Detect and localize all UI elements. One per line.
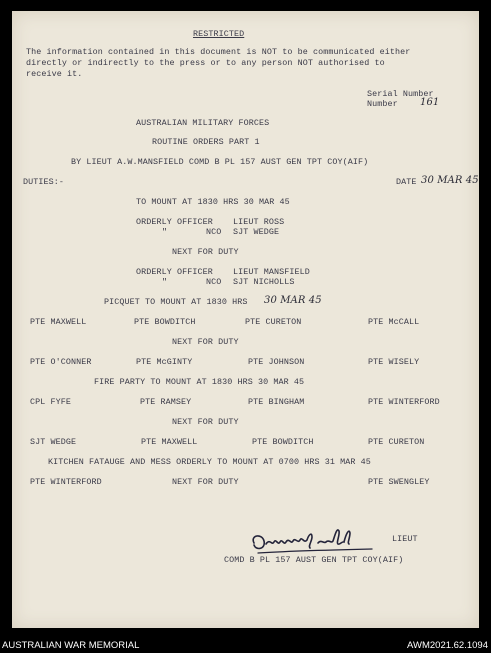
picquet-date: 30 MAR 45 [264, 295, 322, 306]
duty-name: PTE MAXWELL [141, 437, 198, 447]
duty-name: PTE WINTERFORD [30, 477, 102, 487]
duty-name: PTE BINGHAM [248, 397, 305, 407]
orderly-officer-name: LIEUT ROSS [233, 217, 285, 227]
org-title: AUSTRALIAN MILITARY FORCES [136, 118, 270, 128]
notice-line-1: The information contained in this document is NOT to be communicated either [26, 47, 411, 57]
mount-line: TO MOUNT AT 1830 HRS 30 MAR 45 [136, 197, 290, 207]
nco-label: NCO [206, 227, 222, 237]
duty-name: PTE CURETON [368, 437, 425, 447]
duty-name: PTE CURETON [245, 317, 302, 327]
duty-name: PTE O'CONNER [30, 357, 92, 367]
number-label: Number [367, 99, 398, 109]
ditto-mark: " [162, 277, 168, 287]
notice-line-2: directly or indirectly to the press or to any person NOT authorised to [26, 58, 385, 68]
duty-name: PTE BOWDITCH [134, 317, 196, 327]
date-label: DATE [396, 177, 417, 187]
restricted-heading: RESTRICTED [193, 29, 245, 39]
orderly-officer-label: ORDERLY OFFICER [136, 217, 213, 227]
duties-label: DUTIES:- [23, 177, 65, 187]
issued-by-line: BY LIEUT A.W.MANSFIELD COMD B PL 157 AUST GEN TPT COY(AIF) [71, 157, 369, 167]
next-for-duty-label: NEXT FOR DUTY [172, 337, 239, 347]
orderly-officer-label: ORDERLY OFFICER [136, 267, 213, 277]
orders-title: ROUTINE ORDERS PART 1 [152, 137, 260, 147]
duty-name: PTE McGINTY [136, 357, 193, 367]
footer-accession-number: AWM2021.62.1094 [407, 640, 488, 651]
date-value: 30 MAR 45 [421, 175, 479, 186]
nco-label: NCO [206, 277, 222, 287]
serial-number-label: Serial Number [367, 89, 434, 99]
duty-name: PTE RAMSEY [140, 397, 192, 407]
duty-name: PTE SWENGLEY [368, 477, 430, 487]
duty-name: CPL FYFE [30, 397, 72, 407]
duty-name: PTE WINTERFORD [368, 397, 440, 407]
number-value: 161 [420, 97, 440, 108]
duty-name: PTE WISELY [368, 357, 420, 367]
duty-name: PTE McCALL [368, 317, 420, 327]
next-for-duty-label: NEXT FOR DUTY [172, 477, 239, 487]
duty-name: PTE JOHNSON [248, 357, 305, 367]
footer-archive-name: AUSTRALIAN WAR MEMORIAL [2, 640, 140, 651]
kitchen-line: KITCHEN FATAUGE AND MESS ORDERLY TO MOUNT AT 0700 HRS 31 MAR 45 [48, 457, 371, 467]
next-for-duty-label: NEXT FOR DUTY [172, 417, 239, 427]
document-page [12, 11, 479, 628]
ditto-mark: " [162, 227, 168, 237]
signature-title: COMD B PL 157 AUST GEN TPT COY(AIF) [224, 555, 404, 565]
signature-rank: LIEUT [392, 534, 418, 544]
duty-name: PTE BOWDITCH [252, 437, 314, 447]
notice-line-3: receive it. [26, 69, 83, 79]
duty-name: SJT WEDGE [30, 437, 77, 447]
picquet-line: PICQUET TO MOUNT AT 1830 HRS [104, 297, 248, 307]
fire-party-line: FIRE PARTY TO MOUNT AT 1830 HRS 30 MAR 45 [94, 377, 305, 387]
nco-name: SJT WEDGE [233, 227, 280, 237]
next-for-duty-label: NEXT FOR DUTY [172, 247, 239, 257]
duty-name: PTE MAXWELL [30, 317, 87, 327]
orderly-officer-name: LIEUT MANSFIELD [233, 267, 310, 277]
nco-name: SJT NICHOLLS [233, 277, 295, 287]
